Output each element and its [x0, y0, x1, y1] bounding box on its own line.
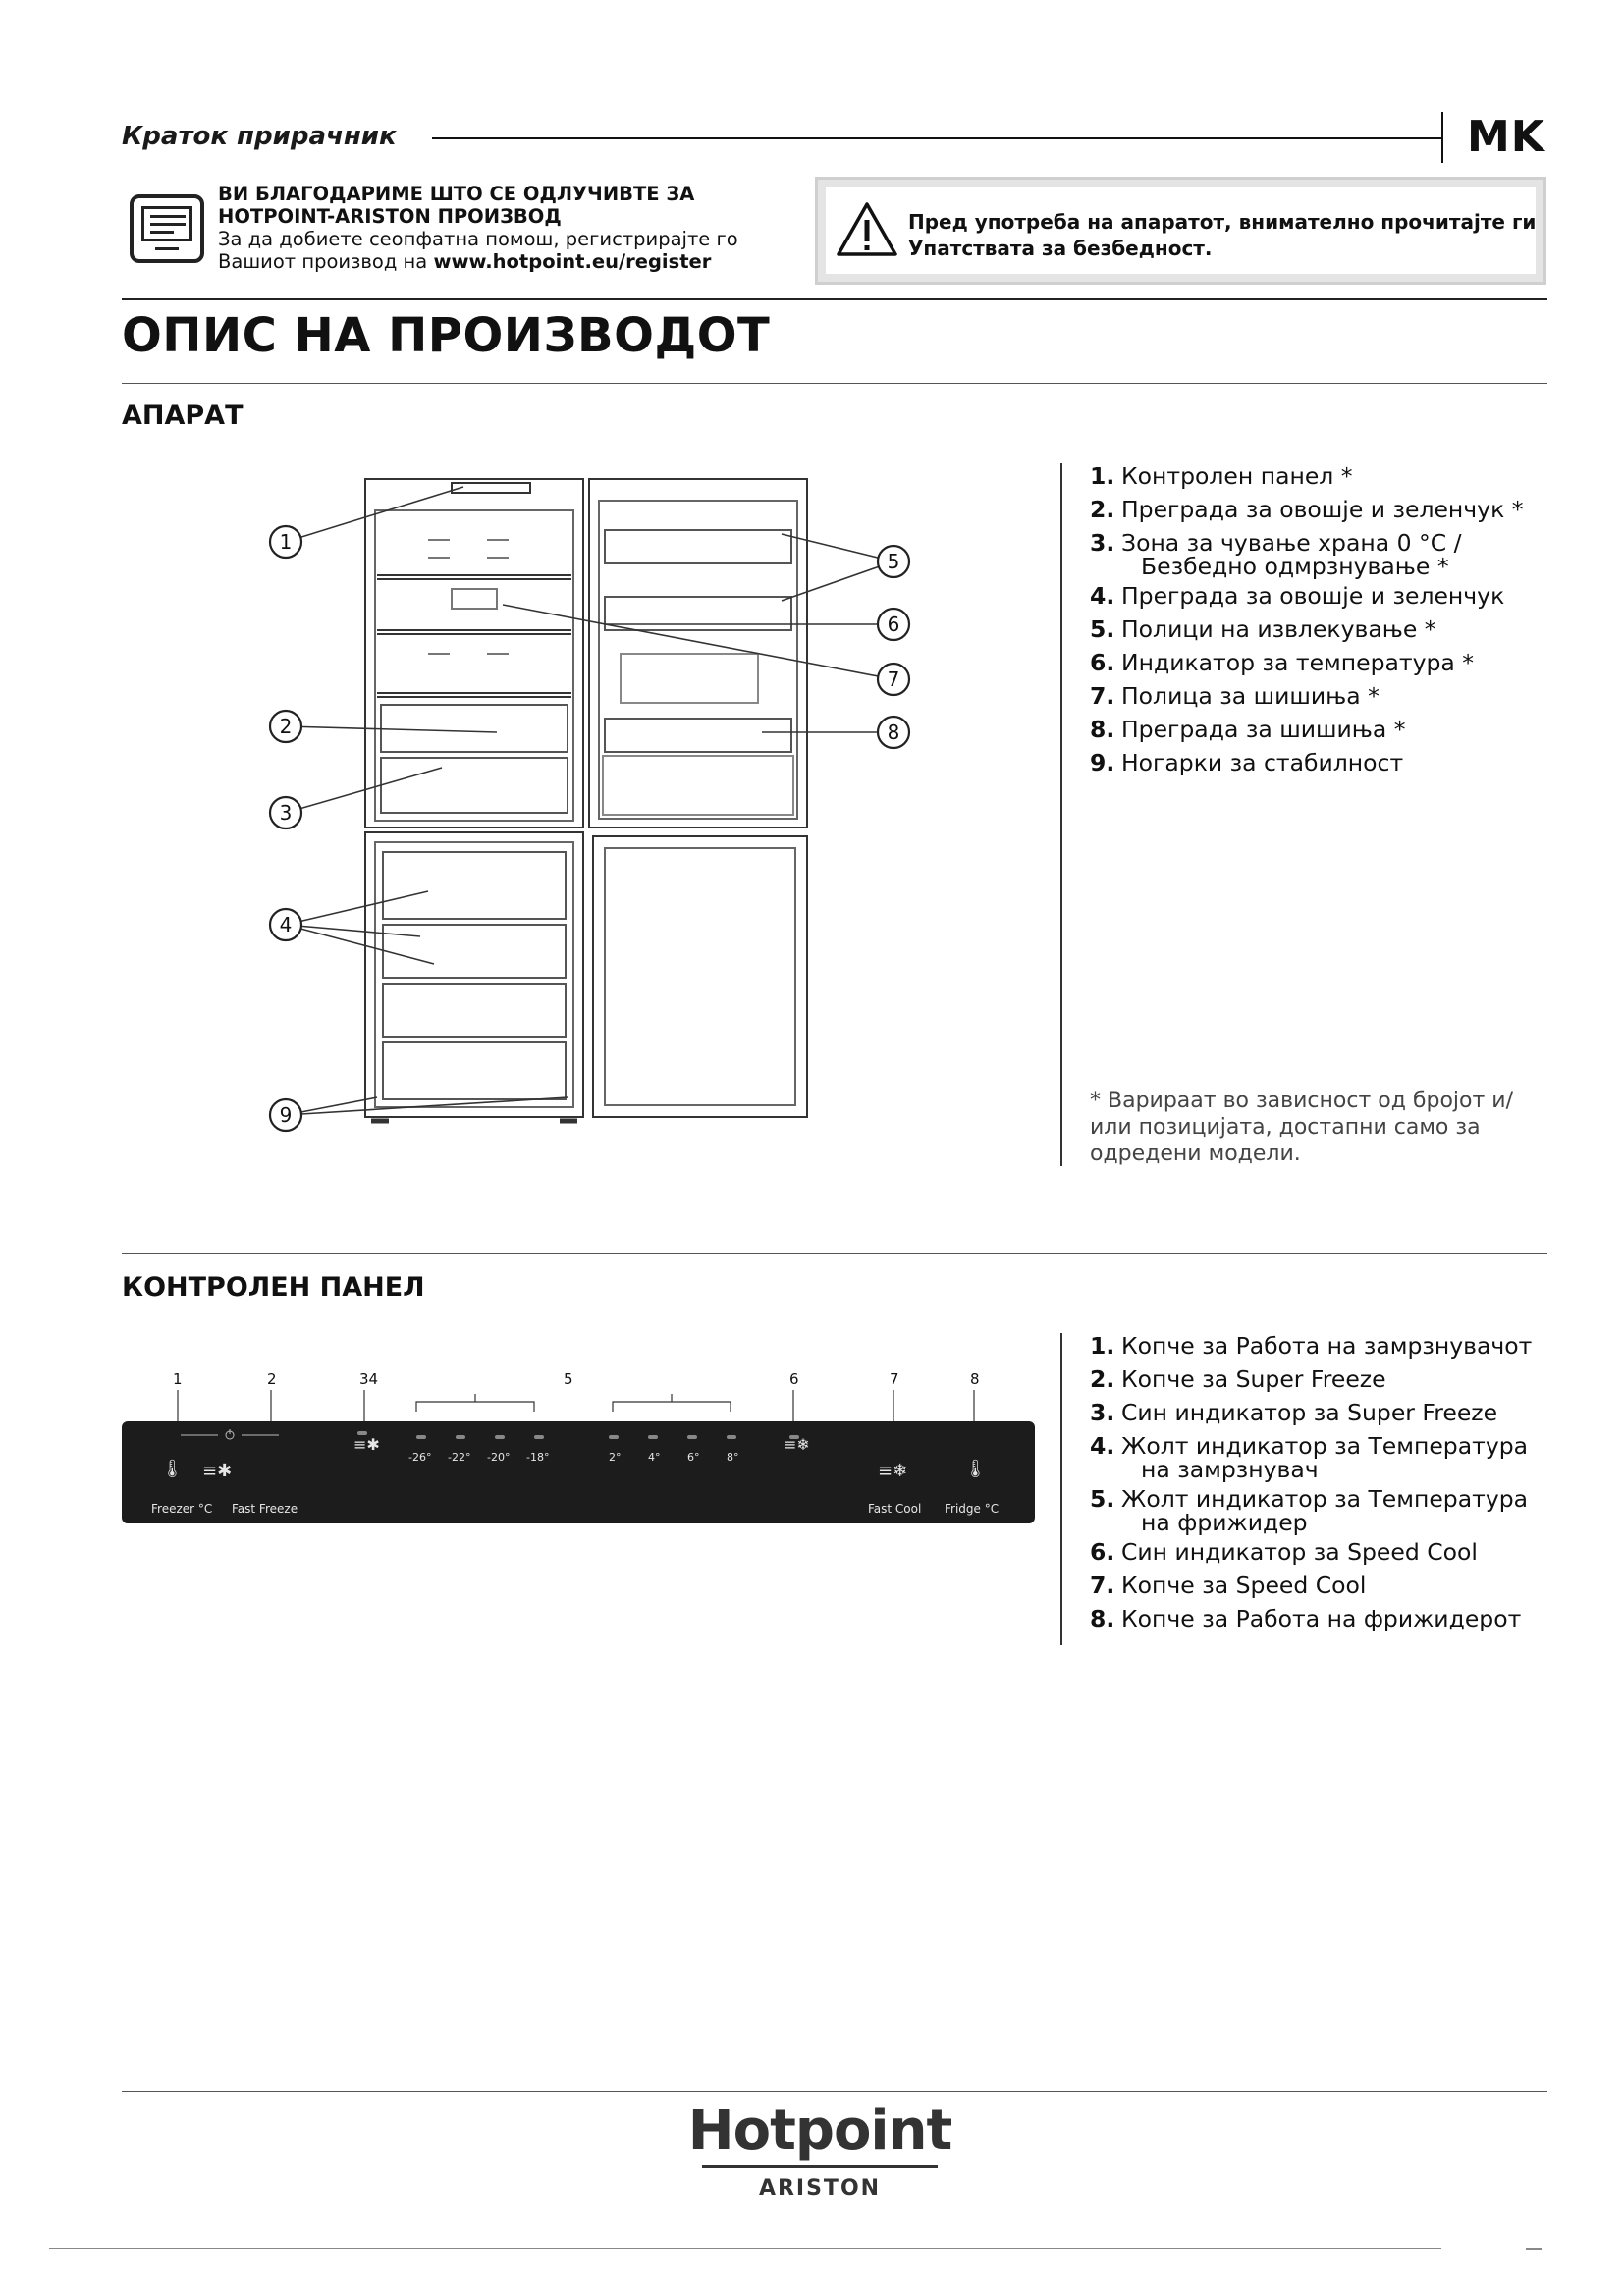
speed-cool-indicator-icon: ≡❄: [784, 1435, 810, 1454]
brand-sub: ARISTON: [758, 2176, 882, 2201]
freezer-temp-value: -22°: [448, 1451, 471, 1464]
svg-text:7: 7: [887, 667, 900, 691]
svg-text:3: 3: [279, 801, 293, 825]
fridge-temp-led: [687, 1435, 697, 1439]
safety-warning-box: [815, 177, 1546, 285]
safety-warning-text: Пред употреба на апаратот, внимателно прочитајте ги Упатствата за безбедност.: [908, 210, 1537, 260]
callout-6: [878, 609, 909, 640]
legend-item: 3. Син индикатор за Super Freeze: [1090, 1399, 1498, 1426]
register-brand: HOTPOINT-ARISTON ПРОИЗВОД: [218, 205, 562, 228]
legend-item: 4. Жолт индикатор за Температура на замрзнувач: [1090, 1432, 1529, 1483]
freezer-button-label[interactable]: Freezer °C: [151, 1502, 213, 1516]
guide-title: Краток прирачник: [122, 122, 397, 151]
fridge-temp-led: [609, 1435, 619, 1439]
control-panel-legend: [1090, 1329, 1551, 1635]
legend-item: 8. Копче за Работа на фрижидерот: [1090, 1605, 1522, 1632]
legend-item: 8. Преграда за шишиња *: [1090, 716, 1406, 743]
svg-text:4: 4: [279, 913, 293, 936]
super-freeze-indicator: [357, 1431, 367, 1435]
freezer-door: [593, 836, 807, 1117]
page-title: ОПИС НА ПРОИЗВОДОТ: [122, 308, 771, 363]
thermometer-icon: 🌡: [161, 1459, 184, 1479]
svg-text:1: 1: [279, 530, 293, 554]
panel-number-7: 7: [890, 1370, 899, 1388]
callout-5: [878, 546, 909, 577]
freezer-temp-value: -18°: [526, 1451, 550, 1464]
freezer-temp-led: [416, 1435, 426, 1439]
svg-text:5: 5: [887, 550, 900, 573]
title-rule: [122, 298, 1547, 300]
fridge-temp-value: 2°: [609, 1451, 622, 1464]
control-panel: [122, 1421, 1035, 1523]
callout-1: [270, 526, 301, 558]
appliance-diagram: [255, 461, 943, 1168]
appliance-legend: [1090, 459, 1551, 779]
panel-number-8: 8: [970, 1370, 980, 1388]
legend-divider: [1060, 463, 1062, 1166]
header-rule: [432, 137, 1443, 139]
register-line: За да добиете сеопфатна помош, регистрирајте го: [218, 228, 738, 250]
legend-item: 9. Ногарки за стабилност: [1090, 749, 1404, 776]
register-line-2: Вашиот производ на: [218, 250, 428, 273]
header-divider: [1441, 112, 1443, 163]
language-code: MK: [1467, 112, 1545, 162]
fridge-temp-value: 6°: [687, 1451, 700, 1464]
brand-underline: [702, 2165, 938, 2168]
availability-footnote: * Варираат во зависност од бројот и/или позицијата, достапни само за одредени модели.: [1090, 1089, 1514, 1166]
computer-icon: [130, 194, 204, 263]
legend-item: 6. Син индикатор за Speed Cool: [1090, 1538, 1478, 1566]
svg-text:6: 6: [887, 613, 900, 636]
fridge-temp-led: [727, 1435, 736, 1439]
legend-item: 1. Копче за Работа на замрзнувачот: [1090, 1332, 1533, 1360]
freezer-temp-led: [456, 1435, 465, 1439]
fridge-temp-value: 8°: [727, 1451, 739, 1464]
legend-item: 7. Копче за Speed Cool: [1090, 1572, 1367, 1599]
appliance-heading: АПАРАТ: [122, 400, 244, 431]
register-notice: [218, 183, 768, 273]
panel-number-1: 1: [173, 1370, 183, 1388]
legend-divider: [1060, 1333, 1062, 1645]
fridge-temp-value: 4°: [648, 1451, 661, 1464]
legend-item: 6. Индикатор за температура *: [1090, 649, 1475, 676]
legend-item: 2. Преграда за овошје и зеленчук *: [1090, 496, 1524, 523]
warning-icon: [836, 201, 898, 258]
fast-cool-button-label[interactable]: Fast Cool: [868, 1502, 922, 1516]
panel-number-5: 5: [564, 1370, 573, 1388]
svg-text:2: 2: [279, 715, 293, 738]
svg-text:8: 8: [887, 721, 900, 744]
legend-item: 4. Преграда за овошје и зеленчук: [1090, 582, 1505, 610]
callout-3: [270, 797, 301, 828]
svg-text:9: 9: [279, 1103, 293, 1127]
fridge-cabinet: [365, 479, 583, 828]
freezer-temp-value: -26°: [408, 1451, 432, 1464]
register-thanks: ВИ БЛАГОДАРИМЕ ШТО СЕ ОДЛУЧИВТЕ ЗА: [218, 183, 695, 205]
super-freeze-icon: ≡✱: [202, 1461, 233, 1481]
freezer-temp-led: [495, 1435, 505, 1439]
page-marker: [1526, 2248, 1542, 2250]
panel-number-2: 2: [267, 1370, 277, 1388]
legend-item: 7. Полица за шишиња *: [1090, 682, 1380, 710]
panel-leader-lines: [122, 1390, 1035, 1423]
callout-8: [878, 717, 909, 748]
fridge-button-label[interactable]: Fridge °C: [945, 1502, 1000, 1516]
legend-item: 3. Зона за чување храна 0 °C / Безбедно одмрзнување *: [1090, 529, 1462, 580]
callout-4: [270, 909, 301, 940]
brand-logo: [687, 2101, 952, 2201]
legend-item: 2. Копче за Super Freeze: [1090, 1365, 1386, 1393]
section-rule: [122, 1253, 1547, 1254]
footer-rule: [122, 2091, 1547, 2092]
fridge-temp-led: [648, 1435, 658, 1439]
panel-number-6: 6: [789, 1370, 799, 1388]
bottom-rule: [49, 2248, 1441, 2249]
callout-9: [270, 1099, 301, 1131]
callout-7: [878, 664, 909, 695]
thermometer-icon: 🌡: [964, 1459, 987, 1479]
fast-cool-icon: ≡❄: [878, 1461, 908, 1481]
legend-item: 5. Полици на извлекување *: [1090, 615, 1436, 643]
legend-item: 1. Контролен панел *: [1090, 462, 1353, 490]
power-icon: [181, 1427, 279, 1441]
fast-freeze-button-label[interactable]: Fast Freeze: [232, 1502, 298, 1516]
super-freeze-indicator-icon: ≡✱: [353, 1435, 380, 1454]
panel-number-34: 34: [359, 1370, 379, 1388]
section-rule: [122, 383, 1547, 384]
freezer-temp-led: [534, 1435, 544, 1439]
control-panel-heading: КОНТРОЛЕН ПАНЕЛ: [122, 1272, 425, 1303]
callout-2: [270, 711, 301, 742]
register-link[interactable]: www.hotpoint.eu/register: [433, 250, 712, 273]
brand-name: Hotpoint: [687, 2099, 952, 2163]
legend-item: 5. Жолт индикатор за Температура на фрижидер: [1090, 1485, 1529, 1536]
freezer-temp-value: -20°: [487, 1451, 511, 1464]
freezer-cabinet: [365, 832, 583, 1117]
